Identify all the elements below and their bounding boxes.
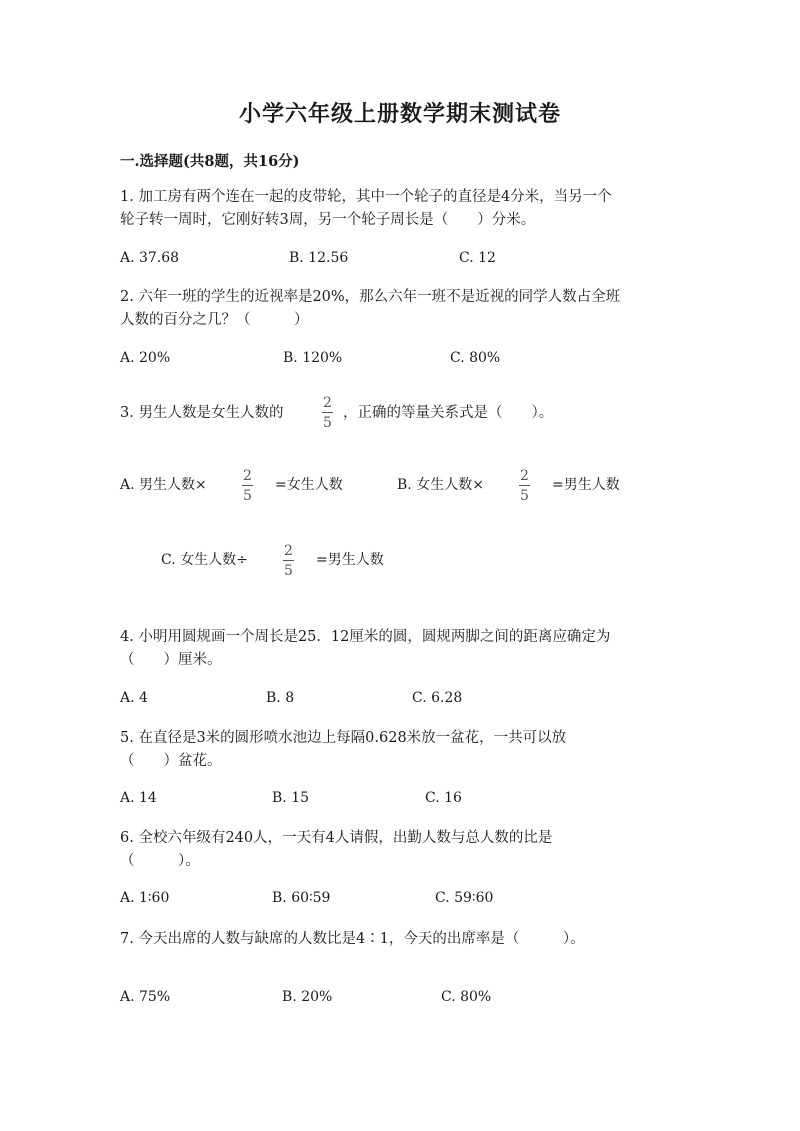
question-4-line-2: （ ）厘米。 [120,652,222,668]
question-3-option-c-end: =男生人数 [316,552,384,568]
fraction-denominator: 5 [323,415,332,431]
page-title: 小学六年级上册数学期末测试卷 [238,101,561,127]
question-6-option-b: B. 60∶59 [272,890,331,906]
question-1-option-c: C. 12 [459,250,496,266]
fraction-bar [242,485,253,486]
question-3-fraction [322,395,333,431]
question-5-line-1: 5. 在直径是3米的圆形喷水池边上每隔0.628米放一盆花，一共可以放 [120,730,567,746]
question-4-option-c: C. 6.28 [412,690,463,706]
question-3-text-start: 3. 男生人数是女生人数的 [120,405,284,421]
question-3-option-c-fraction [283,543,294,579]
question-4 [120,626,680,672]
question-3-option-a-fraction [242,468,253,504]
question-5-line-2: （ ）盆花。 [120,753,222,769]
question-3-option-c-start: C. 女生人数÷ [161,552,248,568]
question-1 [120,186,680,232]
question-5-option-b: B. 15 [272,790,310,806]
question-2-option-b: B. 120% [283,350,343,366]
question-3-text-end: ，正确的等量关系式是（ ）。 [343,405,554,421]
question-4-option-b: B. 8 [266,690,295,706]
question-3-option-a-start: A. 男生人数× [120,477,207,493]
question-7-option-c: C. 80% [441,989,492,1005]
section-heading: 一.选择题(共8题，共16分) [120,153,300,170]
fraction-numerator: 2 [284,543,293,559]
question-5-option-c: C. 16 [425,790,462,806]
question-7 [120,928,680,951]
question-6-option-a: A. 1∶60 [120,890,170,906]
question-6 [120,827,680,873]
fraction-bar [322,412,333,413]
question-1-line-1: 1. 加工房有两个连在一起的皮带轮，其中一个轮子的直径是4分米，当另一个 [120,189,612,205]
question-2-line-2: 人数的百分之几？（ ） [120,312,309,328]
question-6-line-2: （ ）。 [120,853,200,869]
question-2-line-1: 2. 六年一班的学生的近视率是20%，那么六年一班不是近视的同学人数占全班 [120,289,621,305]
question-1-option-b: B. 12.56 [289,250,349,266]
question-3-option-b-fraction [519,468,530,504]
question-6-option-c: C. 59∶60 [435,890,494,906]
question-6-line-1: 6. 全校六年级有240人，一天有4人请假，出勤人数与总人数的比是 [120,830,553,846]
question-7-line-1: 7. 今天出席的人数与缺席的人数比是4∶1，今天的出席率是（ ）。 [120,931,585,947]
question-1-line-2: 轮子转一周时，它刚好转3周，另一个轮子周长是（ ）分米。 [120,212,536,228]
fraction-denominator: 5 [243,488,252,504]
fraction-bar [519,485,530,486]
fraction-denominator: 5 [284,563,293,579]
fraction-bar [283,560,294,561]
fraction-numerator: 2 [323,395,332,411]
question-3-option-b-start: B. 女生人数× [397,477,484,493]
fraction-numerator: 2 [520,468,529,484]
fraction-denominator: 5 [520,488,529,504]
question-7-option-a: A. 75% [120,989,171,1005]
question-4-line-1: 4. 小明用圆规画一个周长是25．12厘米的圆，圆规两脚之间的距离应确定为 [120,629,611,645]
question-3-option-b-end: =男生人数 [552,477,620,493]
question-1-option-a: A. 37.68 [120,250,180,266]
question-7-option-b: B. 20% [282,989,333,1005]
question-3-option-a-end: =女生人数 [275,477,343,493]
fraction-numerator: 2 [243,468,252,484]
question-2-option-a: A. 20% [120,350,171,366]
question-2-option-c: C. 80% [450,350,501,366]
question-5 [120,727,680,773]
question-5-option-a: A. 14 [120,790,157,806]
question-2 [120,286,680,332]
question-4-option-a: A. 4 [120,690,148,706]
